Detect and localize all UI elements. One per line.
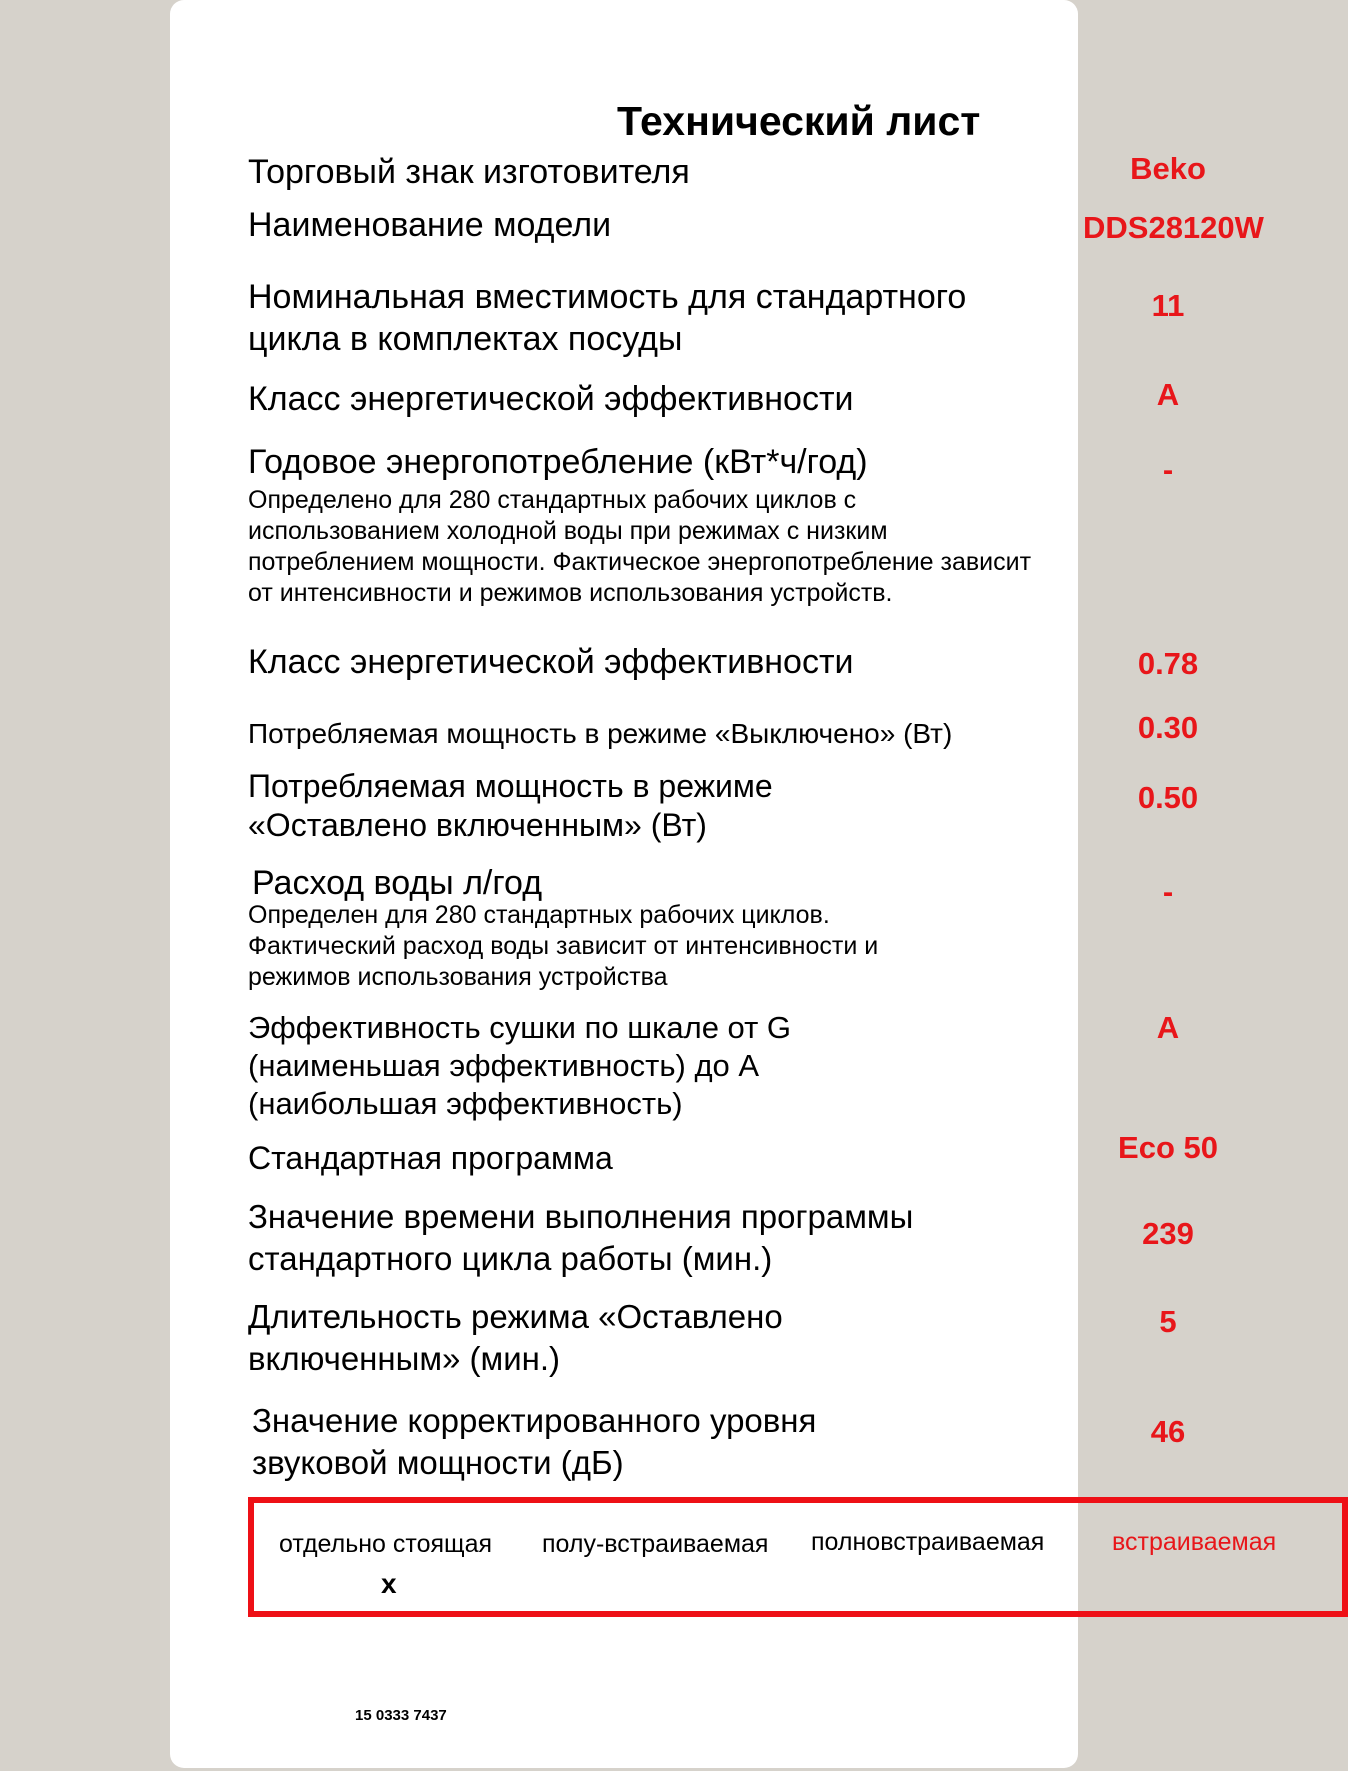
value-sound-power: 46	[1150, 1414, 1186, 1449]
sheet-title: Технический лист	[617, 98, 981, 144]
note-annual-energy: Определено для 280 стандартных рабочих циклов с использованием холодной воды при режимах с низким потреблением мощности. Фактическое энергопотребление зависит от интенсивности и режимов использования устройств.	[248, 486, 1032, 607]
type-fully-integrated: полновстраиваемая	[811, 1528, 1045, 1556]
label-water-consumption: Расход воды л/год	[252, 864, 543, 902]
label-model-name: Наименование модели	[248, 206, 612, 244]
label-standard-program: Стандартная программа	[248, 1140, 613, 1176]
label-annual-energy: Годовое энергопотребление (кВт*ч/год)	[248, 443, 868, 481]
label-rated-capacity: Номинальная вместимость для стандартного цикла в комплектах посуды	[248, 278, 967, 358]
label-left-on-duration: Длительность режима «Оставлено включенным» (мин.)	[248, 1298, 783, 1377]
type-semi-integrated: полу-встраиваемая	[542, 1530, 769, 1558]
document-code: 15 0333 7437	[355, 1707, 447, 1724]
value-left-on-duration: 5	[1159, 1304, 1177, 1339]
value-off-mode-power: 0.30	[1137, 710, 1199, 745]
label-program-duration: Значение времени выполнения программы стандартного цикла работы (мин.)	[248, 1198, 914, 1277]
value-energy-class-2: 0.78	[1137, 646, 1199, 681]
label-drying-efficiency: Эффективность сушки по шкале от G (наименьшая эффективность) до A (наибольшая эффективность)	[248, 1010, 792, 1121]
value-annual-energy: -	[1162, 452, 1174, 487]
value-model-name: DDS28120W	[1083, 210, 1264, 245]
label-left-on-power: Потребляемая мощность в режиме «Оставлено включенным» (Вт)	[248, 768, 773, 843]
value-standard-program: Eco 50	[1118, 1130, 1218, 1165]
value-drying-efficiency: A	[1156, 1010, 1180, 1045]
value-left-on-power: 0.50	[1137, 780, 1199, 815]
value-program-duration: 239	[1142, 1216, 1194, 1251]
value-water-consumption: -	[1162, 874, 1174, 909]
selected-type-mark: x	[381, 1568, 397, 1599]
value-rated-capacity: 11	[1151, 288, 1185, 323]
type-freestanding: отдельно стоящая	[279, 1530, 493, 1558]
value-energy-class: A	[1156, 377, 1180, 412]
type-built-in: встраиваемая	[1112, 1528, 1277, 1556]
label-energy-class: Класс энергетической эффективности	[248, 380, 854, 418]
label-sound-power: Значение корректированного уровня звуковой мощности (дБ)	[252, 1402, 817, 1481]
label-off-mode-power: Потребляемая мощность в режиме «Выключено» (Вт)	[248, 718, 953, 749]
label-trademark: Торговый знак изготовителя	[248, 153, 690, 191]
value-trademark: Beko	[1130, 151, 1206, 186]
label-energy-class-2: Класс энергетической эффективности	[248, 643, 854, 681]
note-water-consumption: Определен для 280 стандартных рабочих циклов. Фактический расход воды зависит от интенсивности и режимов использования устройства	[248, 901, 879, 991]
